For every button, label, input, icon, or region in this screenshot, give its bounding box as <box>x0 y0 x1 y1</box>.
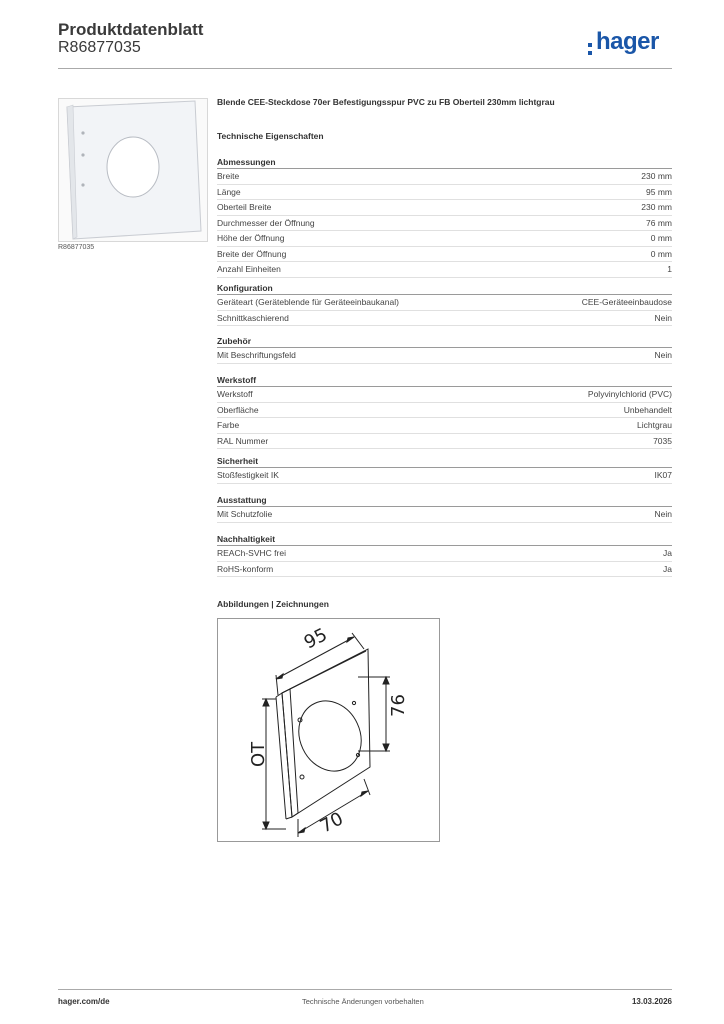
table-row <box>217 418 672 434</box>
row-value: 95 mm <box>646 186 672 197</box>
footer-divider <box>58 989 672 990</box>
tech-heading: Technische Eigenschaften <box>217 131 324 141</box>
section-title: Ausstattung <box>217 494 672 507</box>
section-title: Sicherheit <box>217 455 672 468</box>
row-label: Farbe <box>217 420 240 430</box>
row-value: 76 mm <box>646 217 672 228</box>
row-label: REACh-SVHC frei <box>217 548 286 558</box>
row-value: 7035 <box>653 435 672 446</box>
section-title: Zubehör <box>217 335 672 348</box>
dim-label-left: OT <box>248 741 269 767</box>
table-row <box>217 546 672 562</box>
logo-dots-icon <box>588 43 594 55</box>
row-label: Mit Schutzfolie <box>217 509 273 519</box>
footer-note: Technische Änderungen vorbehalten <box>302 997 424 1006</box>
table-row <box>217 311 672 327</box>
row-label: Durchmesser der Öffnung <box>217 217 315 228</box>
section-nachhaltigkeit <box>217 533 672 577</box>
row-label: Geräteart (Geräteblende für Geräteeinbaukanal) <box>217 297 399 307</box>
product-title: Blende CEE-Steckdose 70er Befestigungsspur PVC zu FB Oberteil 230mm lichtgrau <box>217 97 555 107</box>
dim-label-bottom: 70 <box>316 808 347 838</box>
row-value: 0 mm <box>650 248 672 259</box>
table-row <box>217 387 672 403</box>
row-label: Breite <box>217 171 240 181</box>
table-row <box>217 216 672 232</box>
section-title: Abmessungen <box>217 156 672 169</box>
dim-label-top: 95 <box>300 624 331 654</box>
table-row <box>217 262 672 278</box>
dim-label-right: 76 <box>388 694 409 717</box>
row-value: Ja <box>663 563 672 574</box>
section-zubehoer <box>217 335 672 364</box>
row-value: 230 mm <box>641 171 672 181</box>
cover-plate-icon <box>59 99 207 241</box>
table-row <box>217 231 672 247</box>
footer-website[interactable]: hager.com/de <box>58 997 110 1006</box>
section-werkstoff <box>217 374 672 449</box>
technical-drawing <box>217 618 440 842</box>
row-label: Werkstoff <box>217 389 253 399</box>
row-label: Oberteil Breite <box>217 202 272 212</box>
section-title: Konfiguration <box>217 282 672 295</box>
row-value: 0 mm <box>650 233 672 243</box>
row-value: Nein <box>654 312 672 323</box>
thumbnail-caption: R86877035 <box>58 244 95 251</box>
row-value: CEE-Geräteeinbaudose <box>581 297 672 307</box>
table-row <box>217 185 672 201</box>
row-label: Breite der Öffnung <box>217 248 287 259</box>
footer-date: 13.03.2026 <box>631 997 672 1006</box>
row-label: Oberfläche <box>217 404 259 415</box>
section-title: Werkstoff <box>217 374 672 387</box>
row-label: Schnittkaschierend <box>217 312 289 323</box>
table-row <box>217 434 672 450</box>
table-row <box>217 200 672 216</box>
row-value: 1 <box>667 264 672 274</box>
row-label: RAL Nummer <box>217 435 269 446</box>
table-row <box>217 247 672 263</box>
hager-logo <box>588 28 659 56</box>
table-row <box>217 468 672 484</box>
row-label: Anzahl Einheiten <box>217 264 281 274</box>
table-row <box>217 507 672 523</box>
dimension-drawing <box>218 619 439 841</box>
section-sicherheit <box>217 455 672 484</box>
row-value: 230 mm <box>641 202 672 212</box>
section-abmessungen <box>217 156 672 278</box>
table-row <box>217 348 672 364</box>
section-konfiguration <box>217 282 672 326</box>
row-label: Stoßfestigkeit IK <box>217 470 279 480</box>
product-thumbnail <box>58 98 208 242</box>
header-divider <box>58 68 672 69</box>
logo-text: hager <box>596 28 659 55</box>
row-value: Nein <box>654 509 672 519</box>
row-value: Unbehandelt <box>623 404 672 415</box>
article-number: R86877035 <box>58 39 141 56</box>
row-value: Polyvinylchlorid (PVC) <box>587 389 672 399</box>
figures-title: Abbildungen | Zeichnungen <box>217 599 329 609</box>
row-label: Länge <box>217 186 241 197</box>
row-value: IK07 <box>654 470 672 480</box>
table-row <box>217 169 672 185</box>
row-label: RoHS-konform <box>217 563 274 574</box>
row-value: Nein <box>654 350 672 360</box>
section-title: Nachhaltigkeit <box>217 533 672 546</box>
row-value: Ja <box>663 548 672 558</box>
table-row <box>217 562 672 578</box>
page-title: Produktdatenblatt <box>58 20 204 39</box>
row-value: Lichtgrau <box>637 420 672 430</box>
row-label: Mit Beschriftungsfeld <box>217 350 296 360</box>
section-ausstattung <box>217 494 672 523</box>
row-label: Höhe der Öffnung <box>217 233 285 243</box>
table-row <box>217 295 672 311</box>
table-row <box>217 403 672 419</box>
